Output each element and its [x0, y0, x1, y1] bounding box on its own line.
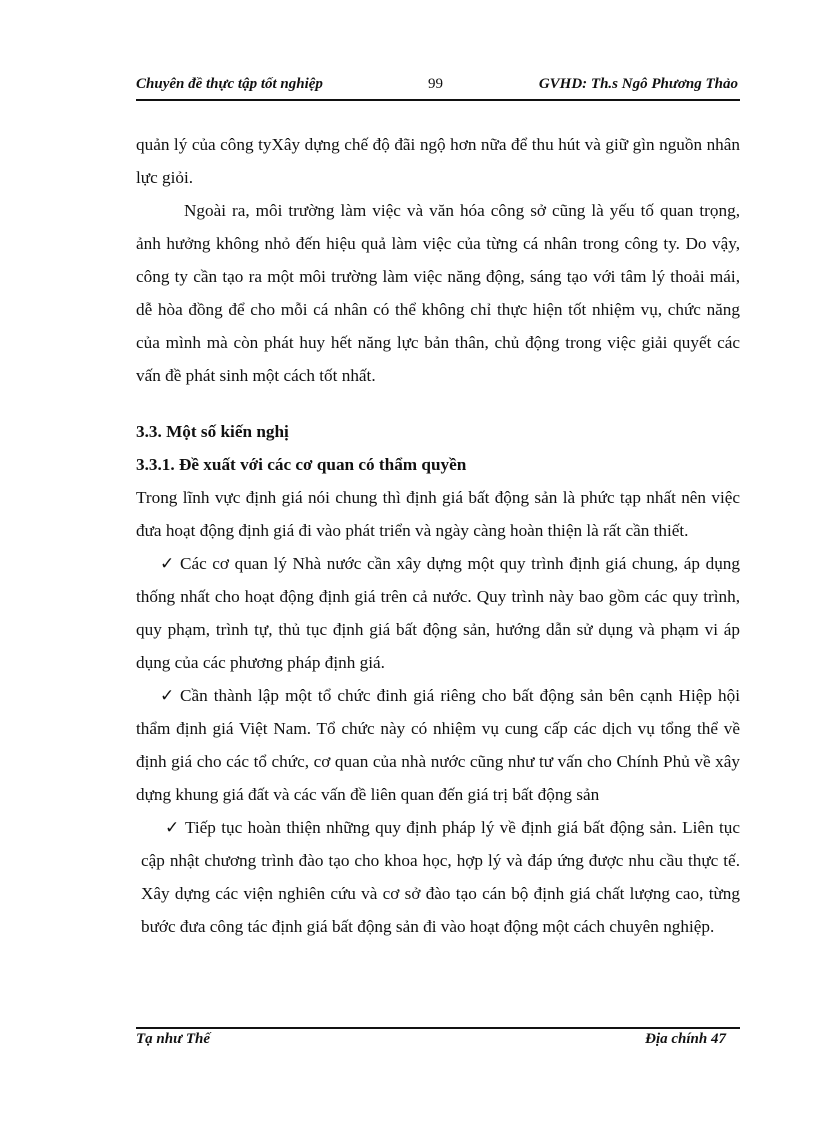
document-body	[136, 128, 740, 943]
page-header	[136, 76, 738, 98]
bullet-item-2	[136, 679, 740, 811]
check-mark-icon: ✓	[160, 686, 175, 705]
check-mark-icon: ✓	[165, 818, 180, 837]
bullet-item-1	[136, 547, 740, 679]
footer-class: Địa chính 47	[645, 1031, 726, 1047]
header-supervisor: GVHD: Th.s Ngô Phương Thảo	[538, 76, 738, 92]
bullet-text-3: Tiếp tục hoàn thiện những quy định pháp lý về định giá bất động sản. Liên tục cập nhật chương trình đào tạo cho khoa học, hợp lý và đáp ứng được nhu cầu thực tế. Xây dựng các viện nghiên cứu và cơ sở đào tạo cán bộ định giá chất lượng cao, từng bước đưa công tác định giá bất động sản đi vào hoạt động một cách chuyên nghiệp.	[141, 818, 740, 936]
paragraph-1: quản lý của công tyXây dựng chế độ đãi ngộ hơn nữa để thu hút và giữ gìn nguồn nhân lực giỏi.	[136, 135, 740, 187]
footer-author: Tạ như Thế	[136, 1031, 210, 1047]
check-mark-icon: ✓	[160, 554, 175, 573]
page-number: 99	[428, 76, 443, 92]
header-title: Chuyên đề thực tập tốt nghiệp	[136, 76, 323, 92]
section-heading-3-3: 3.3. Một số kiến nghị	[136, 422, 289, 441]
bullet-text-2: Cần thành lập một tổ chức đinh giá riêng cho bất động sản bên cạnh Hiệp hội thẩm định giá Việt Nam. Tổ chức này có nhiệm vụ cung cấp các dịch vụ tổng thể về định giá cho các tổ chức, cơ quan của nhà nước cũng như tư vấn cho Chính Phủ về xây dựng khung giá đất và các vấn đề liên quan đến giá trị bất động sản	[136, 686, 740, 804]
paragraph-2: Ngoài ra, môi trường làm việc và văn hóa công sở cũng là yếu tố quan trọng, ảnh hưởng không nhỏ đến hiệu quả làm việc của từng cá nhân trong công ty. Do vậy, công ty cần tạo ra một môi trường làm việc năng động, sáng tạo với tâm lý thoải mái, dễ hòa đồng để cho mỗi cá nhân có thể không chỉ thực hiện tốt nhiệm vụ, chức năng của mình mà còn phát huy hết năng lực bản thân, chủ động trong việc giải quyết các vấn đề phát sinh một cách tốt nhất.	[136, 201, 740, 385]
header-divider	[136, 99, 740, 101]
footer-divider	[136, 1027, 740, 1029]
subsection-heading-3-3-1: 3.3.1. Đề xuất với các cơ quan có thẩm quyền	[136, 455, 467, 474]
bullet-text-1: Các cơ quan lý Nhà nước cần xây dựng một quy trình định giá chung, áp dụng thống nhất cho hoạt động định giá trên cả nước. Quy trình này bao gồm các quy trình, quy phạm, trình tự, thủ tục định giá bất động sản, hướng dẫn sử dụng và phạm vi áp dụng của các phương pháp định giá.	[136, 554, 740, 672]
bullet-item-3	[136, 811, 740, 943]
paragraph-3: Trong lĩnh vực định giá nói chung thì định giá bất động sản là phức tạp nhất nên việc đưa hoạt động định giá đi vào phát triển và ngày càng hoàn thiện là rất cần thiết.	[136, 488, 740, 540]
page-footer	[136, 1031, 726, 1053]
